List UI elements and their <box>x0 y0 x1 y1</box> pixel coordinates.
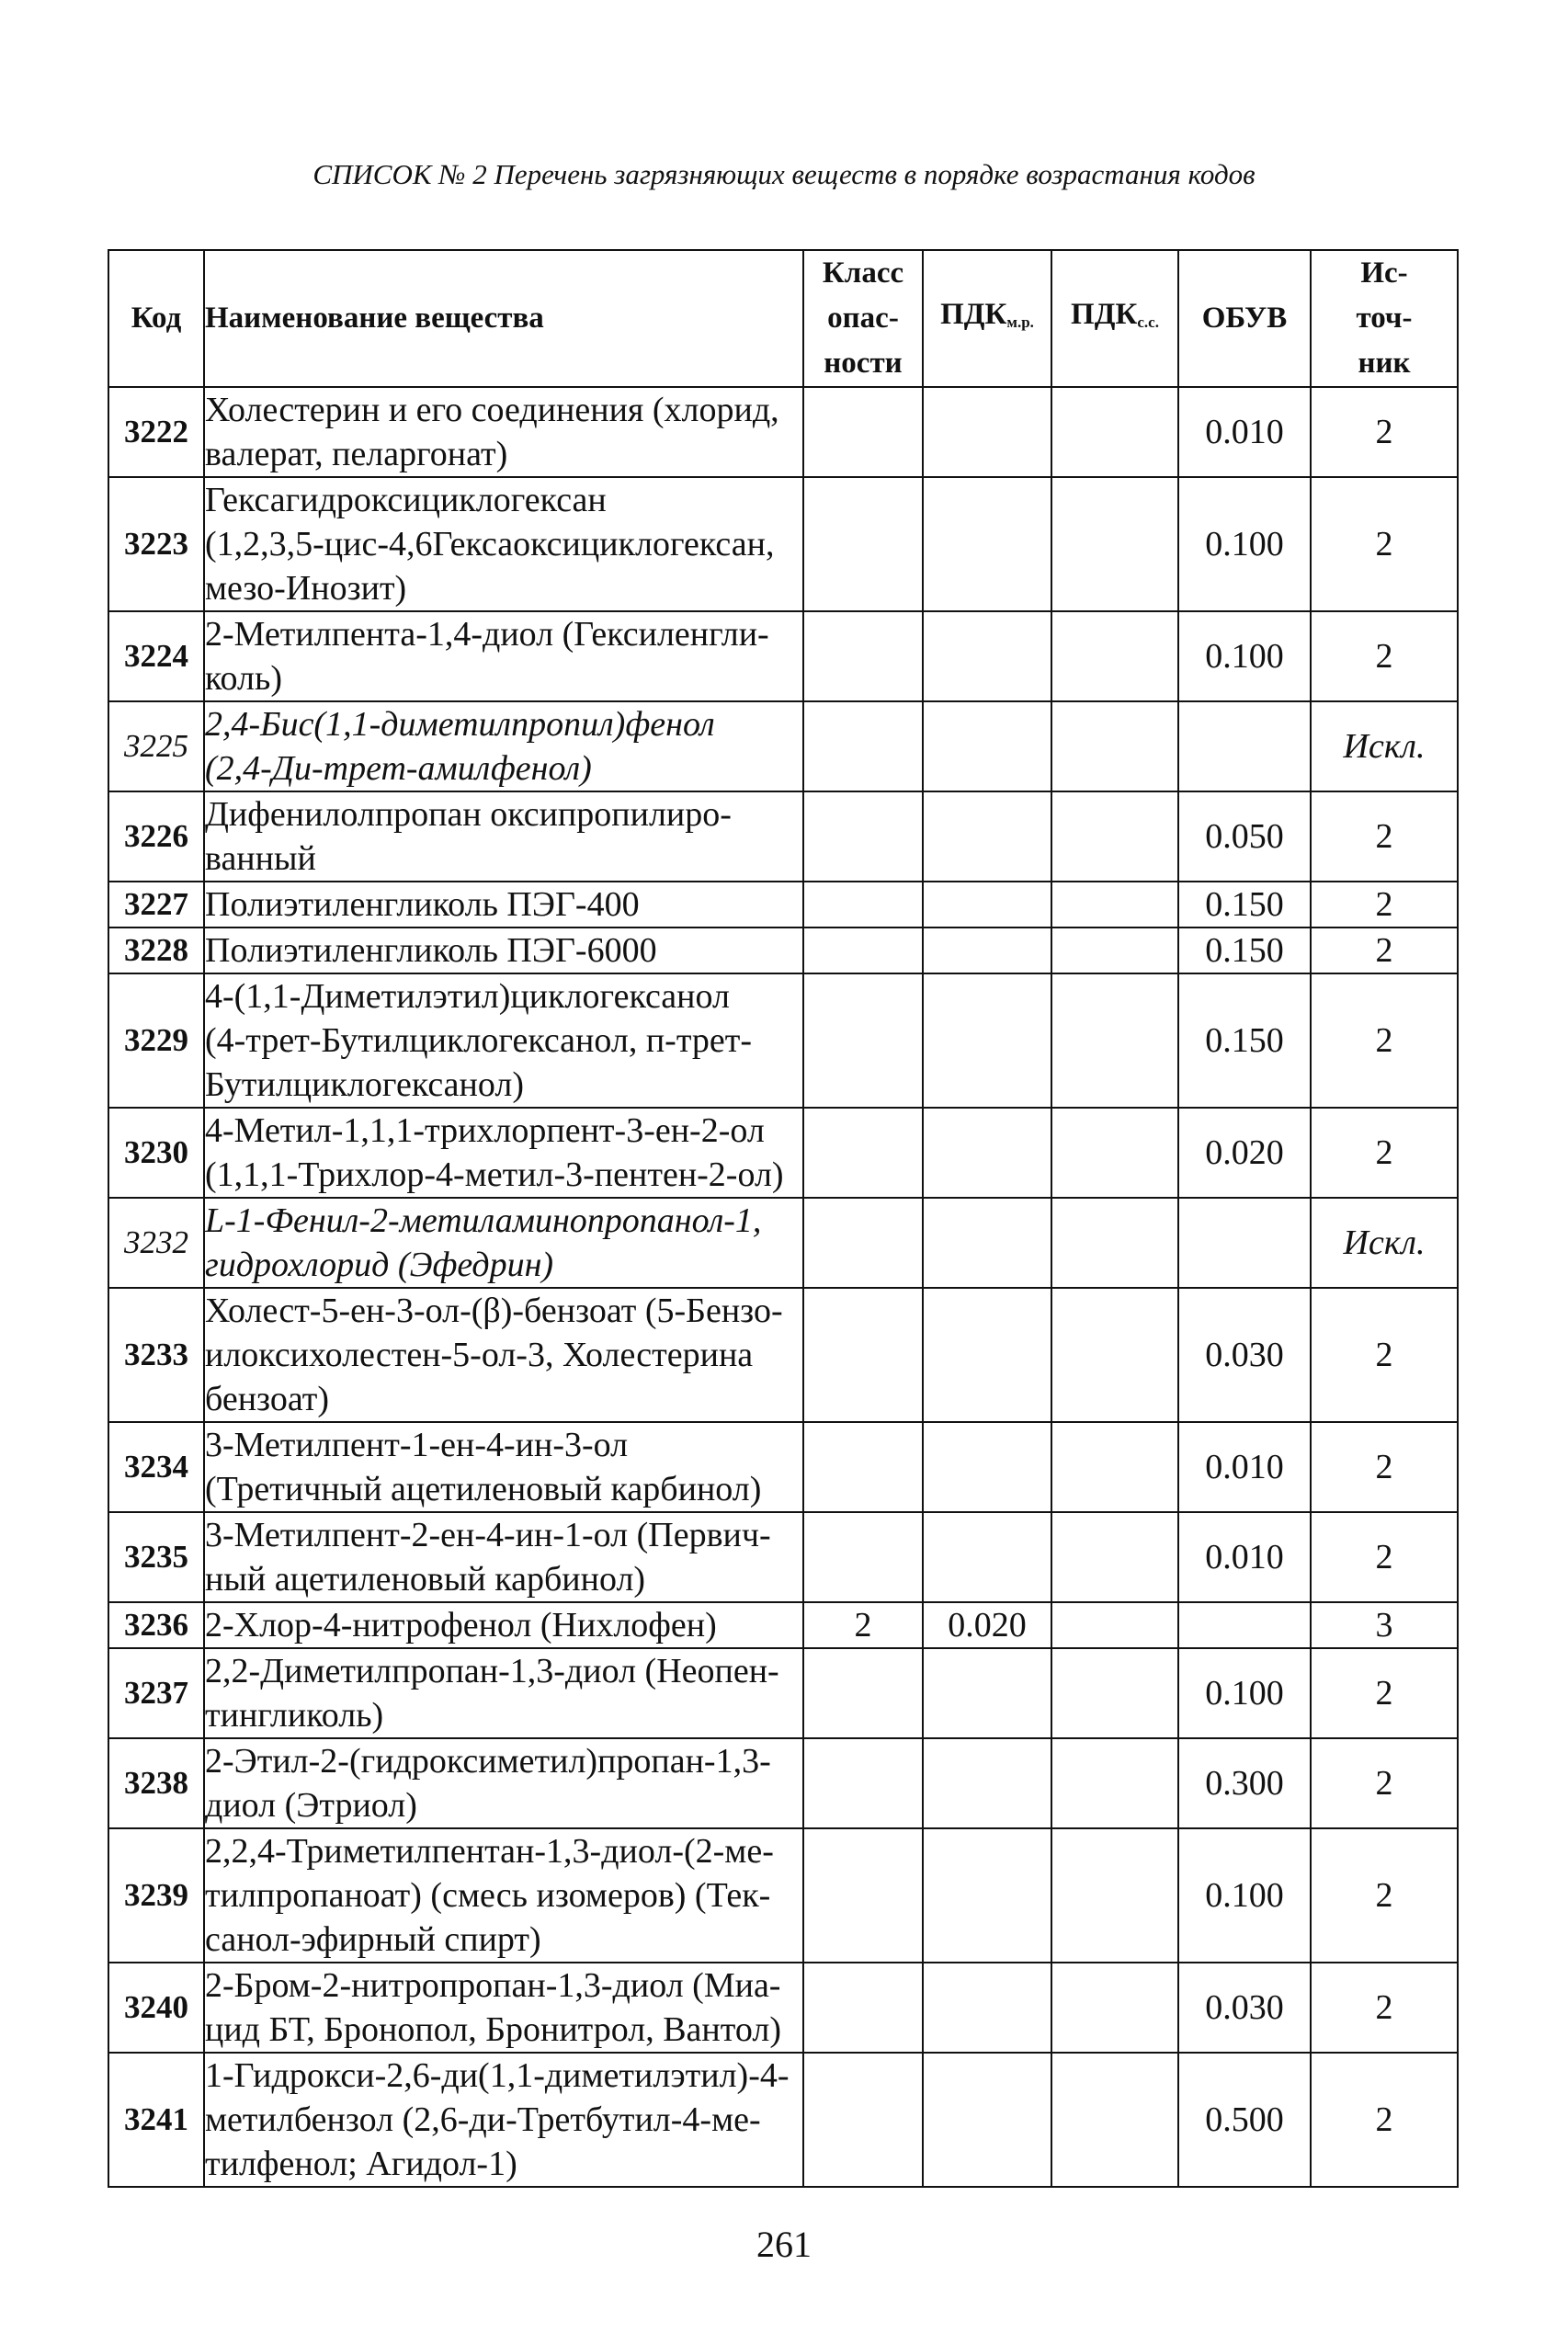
row-hazard-class <box>803 611 923 701</box>
header-pdk-mr: $ПДК_{м.р.}$ <box>923 250 1051 387</box>
row-name <box>204 387 803 477</box>
row-pdk-mr <box>923 2053 1051 2187</box>
row-name-line: 1-Гидрокси-2,6-ди(1,1-диметилэтил)-4- <box>205 2056 790 2095</box>
row-name-line: 2,4-Бис(1,1-диметилпропил)фенол <box>205 705 715 744</box>
row-name-line: валерат, пеларгонат) <box>205 435 508 473</box>
row-name <box>204 1198 803 1288</box>
row-source: 2 <box>1311 2053 1458 2187</box>
row-pdk-mr <box>923 477 1051 611</box>
row-obuv: 0.010 <box>1178 1422 1311 1512</box>
row-name <box>204 882 803 928</box>
row-pdk-mr <box>923 882 1051 928</box>
row-hazard-class <box>803 1512 923 1602</box>
row-hazard-class <box>803 1422 923 1512</box>
row-pdk-mr <box>923 1288 1051 1422</box>
header-hazard-class: Класс опас- ности <box>803 250 923 387</box>
row-source: 2 <box>1311 387 1458 477</box>
row-pdk-ss <box>1051 882 1178 928</box>
row-source: 2 <box>1311 1512 1458 1602</box>
row-obuv: 0.150 <box>1178 928 1311 973</box>
table-row <box>108 387 1458 477</box>
row-source: 2 <box>1311 1963 1458 2053</box>
row-code: 3236 <box>108 1602 204 1648</box>
row-name-line: коль) <box>205 659 282 698</box>
table-body <box>108 387 1458 2187</box>
row-hazard-class <box>803 1738 923 1828</box>
row-code: 3227 <box>108 882 204 928</box>
row-hazard-class <box>803 2053 923 2187</box>
row-pdk-ss <box>1051 1738 1178 1828</box>
table-row <box>108 2053 1458 2187</box>
table-row <box>108 928 1458 973</box>
table-row <box>108 1512 1458 1602</box>
row-hazard-class <box>803 477 923 611</box>
row-source: 2 <box>1311 611 1458 701</box>
row-pdk-mr <box>923 928 1051 973</box>
row-name <box>204 1512 803 1602</box>
row-pdk-mr: 0.020 <box>923 1602 1051 1648</box>
table-row <box>108 701 1458 791</box>
row-obuv: 0.500 <box>1178 2053 1311 2187</box>
row-name-line: Полиэтиленгликоль ПЭГ-6000 <box>205 931 657 970</box>
row-name <box>204 477 803 611</box>
row-pdk-ss <box>1051 701 1178 791</box>
row-code: 3228 <box>108 928 204 973</box>
row-code: 3226 <box>108 791 204 882</box>
row-name <box>204 973 803 1108</box>
substances-table <box>108 249 1459 2188</box>
row-pdk-ss <box>1051 973 1178 1108</box>
row-code: 3240 <box>108 1963 204 2053</box>
row-pdk-mr <box>923 1512 1051 1602</box>
table-row <box>108 1828 1458 1963</box>
row-hazard-class <box>803 1963 923 2053</box>
row-code: 3233 <box>108 1288 204 1422</box>
row-obuv <box>1178 1198 1311 1288</box>
row-pdk-ss <box>1051 387 1178 477</box>
row-obuv: 0.010 <box>1178 1512 1311 1602</box>
row-name-line: мезо-Инозит) <box>205 569 407 608</box>
header-code: Код <box>108 250 204 387</box>
row-name-line: бензоат) <box>205 1380 329 1418</box>
row-name-line: (2,4-Ди-трет-амилфенол) <box>205 749 592 788</box>
row-source: 3 <box>1311 1602 1458 1648</box>
row-pdk-mr <box>923 1963 1051 2053</box>
row-name-line: тингликоль) <box>205 1696 384 1735</box>
row-code: 3223 <box>108 477 204 611</box>
row-name-line: 4-(1,1-Диметилэтил)циклогексанол <box>205 977 730 1016</box>
row-name-line: (1,1,1-Трихлор-4-метил-3-пентен-2-ол) <box>205 1155 784 1194</box>
row-pdk-ss <box>1051 1963 1178 2053</box>
row-pdk-ss <box>1051 2053 1178 2187</box>
row-name-line: тилпропаноат) (смесь изомеров) (Тек- <box>205 1876 771 1915</box>
row-source: Искл. <box>1311 701 1458 791</box>
row-pdk-ss <box>1051 1828 1178 1963</box>
row-source: 2 <box>1311 928 1458 973</box>
row-code: 3238 <box>108 1738 204 1828</box>
row-pdk-ss <box>1051 1198 1178 1288</box>
row-pdk-mr <box>923 611 1051 701</box>
table-row <box>108 1963 1458 2053</box>
row-code: 3229 <box>108 973 204 1108</box>
row-pdk-mr <box>923 791 1051 882</box>
row-name <box>204 1288 803 1422</box>
row-name-line: илоксихолестен-5-ол-3, Холестерина <box>205 1336 754 1374</box>
row-name-line: 2,2-Диметилпропан-1,3-диол (Неопен- <box>205 1652 779 1690</box>
row-hazard-class <box>803 701 923 791</box>
row-pdk-mr <box>923 387 1051 477</box>
row-pdk-ss <box>1051 791 1178 882</box>
row-hazard-class <box>803 1288 923 1422</box>
row-source: 2 <box>1311 1738 1458 1828</box>
row-name-line: 3-Метилпент-2-ен-4-ин-1-ол (Первич- <box>205 1516 771 1554</box>
row-code: 3241 <box>108 2053 204 2187</box>
row-source: 2 <box>1311 1108 1458 1198</box>
row-name-line: метилбензол (2,6-ди-Третбутил-4-ме- <box>205 2100 761 2139</box>
row-hazard-class <box>803 791 923 882</box>
row-name-line: 2-Хлор-4-нитрофенол (Нихлофен) <box>205 1606 717 1644</box>
row-name <box>204 928 803 973</box>
row-name-line: ный ацетиленовый карбинол) <box>205 1560 646 1599</box>
row-name-line: санол-эфирный спирт) <box>205 1920 541 1959</box>
table-row <box>108 1422 1458 1512</box>
row-name <box>204 701 803 791</box>
row-name-line: 4-Метил-1,1,1-трихлорпент-3-ен-2-ол <box>205 1111 765 1150</box>
row-name-line: (4-трет-Бутилциклогексанол, п-трет- <box>205 1021 753 1060</box>
header-name: Наименование вещества <box>204 250 803 387</box>
table-row <box>108 1108 1458 1198</box>
row-hazard-class <box>803 387 923 477</box>
row-name-line: Холест-5-ен-3-ол-(β)-бензоат (5-Бензо- <box>205 1292 783 1330</box>
row-pdk-ss <box>1051 611 1178 701</box>
row-pdk-ss <box>1051 477 1178 611</box>
row-code: 3235 <box>108 1512 204 1602</box>
row-name-line: 3-Метилпент-1-ен-4-ин-3-ол <box>205 1426 629 1464</box>
table-row <box>108 1198 1458 1288</box>
row-hazard-class <box>803 1828 923 1963</box>
row-name <box>204 791 803 882</box>
row-hazard-class <box>803 973 923 1108</box>
row-source: 2 <box>1311 1828 1458 1963</box>
row-name <box>204 611 803 701</box>
row-source: 2 <box>1311 791 1458 882</box>
row-source: 2 <box>1311 1648 1458 1738</box>
row-source: 2 <box>1311 1288 1458 1422</box>
row-obuv: 0.150 <box>1178 973 1311 1108</box>
row-name-line: Гексагидроксициклогексан <box>205 481 607 519</box>
row-obuv: 0.030 <box>1178 1288 1311 1422</box>
row-name-line: 2,2,4-Триметилпентан-1,3-диол-(2-ме- <box>205 1832 774 1871</box>
row-hazard-class <box>803 1108 923 1198</box>
row-obuv: 0.150 <box>1178 882 1311 928</box>
row-pdk-ss <box>1051 1602 1178 1648</box>
table-row <box>108 611 1458 701</box>
row-obuv: 0.100 <box>1178 611 1311 701</box>
row-code: 3225 <box>108 701 204 791</box>
row-code: 3232 <box>108 1198 204 1288</box>
row-obuv: 0.030 <box>1178 1963 1311 2053</box>
row-pdk-mr <box>923 1422 1051 1512</box>
row-pdk-mr <box>923 701 1051 791</box>
row-code: 3230 <box>108 1108 204 1198</box>
row-pdk-ss <box>1051 928 1178 973</box>
row-source: Искл. <box>1311 1198 1458 1288</box>
row-name-line: L-1-Фенил-2-метиламинопропанол-1, <box>205 1201 762 1240</box>
row-obuv: 0.100 <box>1178 1648 1311 1738</box>
row-pdk-ss <box>1051 1512 1178 1602</box>
row-name-line: Бутилциклогексанол) <box>205 1065 524 1104</box>
row-source: 2 <box>1311 477 1458 611</box>
row-source: 2 <box>1311 1422 1458 1512</box>
table-row <box>108 1288 1458 1422</box>
row-obuv: 0.020 <box>1178 1108 1311 1198</box>
table-row <box>108 1648 1458 1738</box>
table-header-row <box>108 250 1458 387</box>
row-code: 3239 <box>108 1828 204 1963</box>
row-name-line: диол (Этриол) <box>205 1786 417 1825</box>
table-row <box>108 1738 1458 1828</box>
row-name-line: тилфенол; Агидол-1) <box>205 2145 517 2183</box>
row-code: 3222 <box>108 387 204 477</box>
row-name-line: ванный <box>205 839 316 878</box>
row-name <box>204 1602 803 1648</box>
row-pdk-mr <box>923 1738 1051 1828</box>
row-name <box>204 1108 803 1198</box>
header-pdk-ss: $ПДК_{с.с.}$ <box>1051 250 1178 387</box>
row-pdk-mr <box>923 1198 1051 1288</box>
row-name-line: гидрохлорид (Эфедрин) <box>205 1246 554 1284</box>
row-name <box>204 1738 803 1828</box>
row-name-line: Дифенилолпропан оксипропилиро- <box>205 795 732 834</box>
table-row <box>108 1602 1458 1648</box>
row-obuv: 0.050 <box>1178 791 1311 882</box>
row-pdk-ss <box>1051 1422 1178 1512</box>
row-pdk-mr <box>923 1108 1051 1198</box>
row-obuv: 0.100 <box>1178 1828 1311 1963</box>
row-obuv: 0.300 <box>1178 1738 1311 1828</box>
row-pdk-mr <box>923 1828 1051 1963</box>
row-name-line: Полиэтиленгликоль ПЭГ-400 <box>205 885 640 924</box>
header-obuv: ОБУВ <box>1178 250 1311 387</box>
page-heading: СПИСОК № 2 Перечень загрязняющих веществ в порядке возрастания кодов <box>312 158 1256 190</box>
row-code: 3237 <box>108 1648 204 1738</box>
row-name-line: 2-Этил-2-(гидроксиметил)пропан-1,3- <box>205 1742 771 1781</box>
table-row <box>108 477 1458 611</box>
table-row <box>108 973 1458 1108</box>
table-row <box>108 791 1458 882</box>
row-obuv: 0.100 <box>1178 477 1311 611</box>
row-code: 3234 <box>108 1422 204 1512</box>
row-name <box>204 1648 803 1738</box>
row-hazard-class <box>803 928 923 973</box>
row-name <box>204 1963 803 2053</box>
row-name-line: 2-Метилпента-1,4-диол (Гексиленгли- <box>205 615 769 654</box>
row-hazard-class <box>803 1648 923 1738</box>
row-name-line: (1,2,3,5-цис-4,6Гексаоксициклогексан, <box>205 525 775 563</box>
row-pdk-mr <box>923 1648 1051 1738</box>
row-hazard-class: 2 <box>803 1602 923 1648</box>
row-obuv <box>1178 701 1311 791</box>
page-number: 261 <box>756 2224 812 2265</box>
table-row <box>108 882 1458 928</box>
row-name-line: цид БТ, Бронопол, Бронитрол, Вантол) <box>205 2010 781 2049</box>
row-name-line: Холестерин и его соединения (хлорид, <box>205 391 779 429</box>
row-hazard-class <box>803 882 923 928</box>
row-name <box>204 1422 803 1512</box>
row-pdk-ss <box>1051 1648 1178 1738</box>
row-pdk-mr <box>923 973 1051 1108</box>
row-name-line: 2-Бром-2-нитропропан-1,3-диол (Миа- <box>205 1966 781 2005</box>
row-name-line: (Третичный ацетиленовый карбинол) <box>205 1470 762 1508</box>
row-name <box>204 2053 803 2187</box>
row-name <box>204 1828 803 1963</box>
row-pdk-ss <box>1051 1288 1178 1422</box>
row-code: 3224 <box>108 611 204 701</box>
row-pdk-ss <box>1051 1108 1178 1198</box>
row-source: 2 <box>1311 973 1458 1108</box>
row-hazard-class <box>803 1198 923 1288</box>
row-source: 2 <box>1311 882 1458 928</box>
header-source: Ис- точ- ник <box>1311 250 1458 387</box>
row-obuv <box>1178 1602 1311 1648</box>
row-obuv: 0.010 <box>1178 387 1311 477</box>
